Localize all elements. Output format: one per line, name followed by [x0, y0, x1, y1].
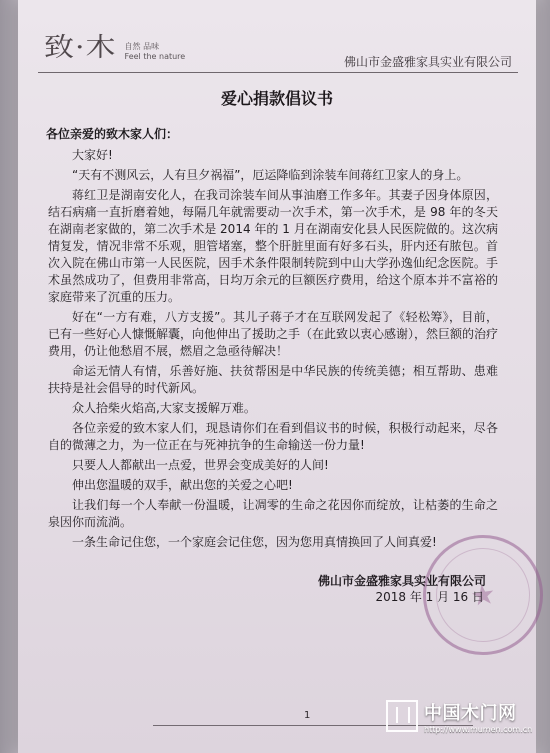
logo-tagline-cn: 自然 品味 — [124, 42, 160, 51]
document-body — [48, 147, 498, 554]
logo-mark: 致·木 — [44, 32, 117, 63]
paragraph: 让我们每一个人奉献一份温暖，让凋零的生命之花因你而绽放，让枯萎的生命之泉因你而流淌。 — [48, 498, 498, 529]
paragraph: 蒋红卫是湖南安化人，在我司涂装车间从事油磨工作多年。其妻子因身体原因，结石病痛一直折磨着她，每隔几年就需要动一次手术，第一次手术，是 98 年的冬天在湖南老家做的，第二次手术是 2014 年的 1 月在湖南安化县人民医院做的。这次病情复发，情况非常不乐观，胆管堵塞，整个肝脏里面有好多石头，肝内还有脓包。首次入院在佛山市第一人民医院，因手术条件限制转院到中山大学孙逸仙纪念医院。手术虽然成功了，但费用非常高，日均万余元的巨额医疗费用，给这个原本并不富裕的家庭带来了沉重的压力。 — [48, 188, 498, 304]
document-page — [18, 0, 536, 753]
header-company-name: 佛山市金盛雅家具实业有限公司 — [343, 55, 512, 69]
salutation: 各位亲爱的致木家人们： — [46, 127, 179, 141]
logo-tagline-en: Feel the nature — [124, 52, 186, 61]
paragraph: 众人拾柴火焰高,大家支援解万难。 — [72, 401, 256, 415]
logo-tagline — [125, 42, 186, 63]
paragraph: 命运无情人有情，乐善好施、扶贫帮困是中华民族的传统美德；相互帮助、患难扶持是社会倡导的时代新风。 — [48, 364, 498, 395]
paragraph: 各位亲爱的致木家人们，现恳请你们在看到倡议书的时候，积极行动起来，尽各自的微薄之力，为一位正在与死神抗争的生命输送一份力量! — [48, 421, 498, 452]
watermark-url: http://www.mumen.com.cn — [424, 725, 533, 734]
seal-star-icon: ★ — [468, 576, 498, 614]
signature-date: 2018 年 1 月 16 日 — [375, 590, 484, 604]
paragraph: 大家好! — [72, 148, 113, 162]
site-watermark — [384, 699, 544, 747]
watermark-site-name: 中国木门网 — [424, 703, 517, 724]
paragraph: “天有不测风云，人有旦夕祸福”，厄运降临到涂装车间蒋红卫家人的身上。 — [72, 168, 469, 182]
paragraph: 只要人人都献出一点爱，世界会变成美好的人间! — [72, 458, 329, 472]
paragraph: 一条生命记住您，一个家庭会记住您，因为您用真情换回了人间真爱! — [72, 535, 437, 549]
document-title: 爱心捐款倡议书 — [220, 89, 333, 108]
company-logo — [44, 33, 185, 63]
signature-company: 佛山市金盛雅家具实业有限公司 — [317, 574, 486, 588]
paragraph: 好在“一方有难，八方支援”。其儿子蒋子才在互联网发起了《轻松筹》，目前，已有一些好心人慷慨解囊，向他伸出了援助之手（在此致以衷心感谢），然巨额的治疗费用，仍让他愁眉不展，燃眉之急亟待解决！ — [48, 310, 499, 358]
page-number: 1 — [304, 710, 311, 721]
paragraph: 伸出您温暖的双手，献出您的关爱之心吧! — [72, 478, 293, 492]
door-logo-icon — [386, 700, 418, 732]
header-divider — [38, 72, 518, 73]
